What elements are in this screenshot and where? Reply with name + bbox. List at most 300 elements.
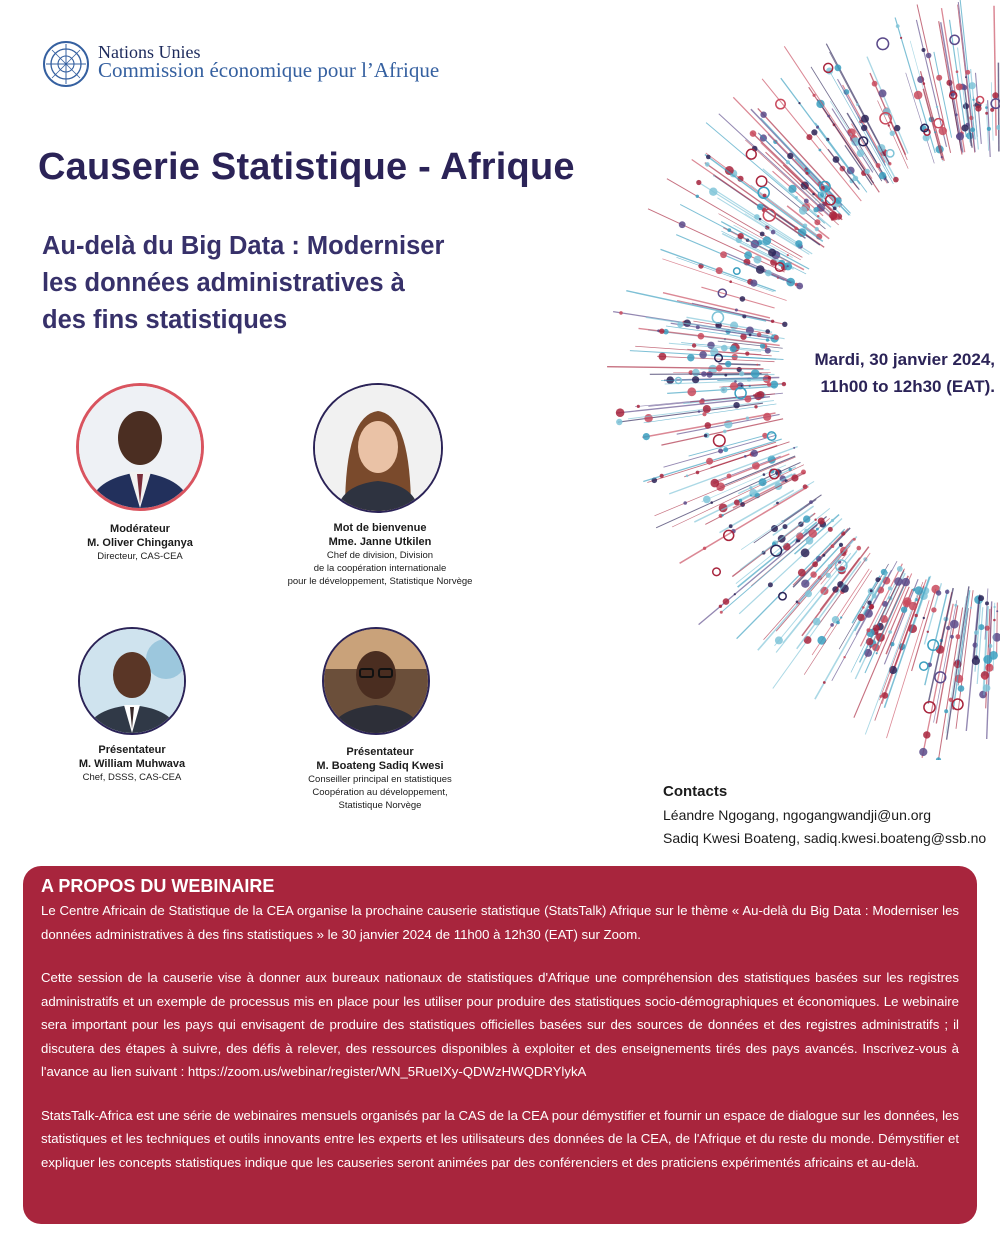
burst-ring [734,268,740,274]
burst-ring [877,38,889,50]
burst-dot [927,631,929,633]
burst-dot [993,619,996,622]
speaker-card-presenter-1 [32,743,232,784]
burst-dot [750,130,757,137]
burst-dot [616,419,622,425]
burst-dot [893,177,899,183]
burst-dot [897,566,903,572]
burst-dot [730,345,737,352]
burst-dot [936,757,941,760]
burst-dot [879,89,887,97]
burst-ray [692,160,804,237]
contact-line[interactable]: Léandre Ngogang, ngogangwandji@un.org [663,807,931,823]
burst-dot [739,371,744,376]
burst-dot [884,178,886,180]
burst-dot [729,280,732,283]
burst-dot [704,434,707,437]
event-time: 11h00 to 12h30 (EAT). [820,377,995,396]
burst-ring [887,150,894,157]
burst-dot [826,573,831,578]
burst-dot [734,500,740,506]
burst-dot [798,569,806,577]
burst-dot [865,169,870,174]
speaker-info: Conseiller principal en statistiques [308,774,452,785]
contact-line[interactable]: Sadiq Kwesi Boateng, sadiq.kwesi.boateng@ssb.no [663,830,987,846]
burst-dot [833,207,837,211]
burst-dot [799,206,807,214]
about-paragraph: Cette session de la causerie vise à donner aux bureaux nationaux de statistiques d'Afrique une compréhension des statistiques basées sur les registres administratifs et un exemple de processus mis en place pour les utiliser pour produire des statistiques socio-démographiques et économiques. Le webinaire sera important pour les pays qui envisagent de produire des statistiques officielles basées sur des sources de données et des registres administratifs ; il discutera des étapes à suivre, des défis à relever, des ressources disponibles à exploiter et des enseignements tirés des pays avancés. Inscrivez-vous à l'avance au lien suivant : https://zoom.us/webinar/register/WN_5RueIXy-QDWzHWQDRYlykA [41,970,959,1079]
burst-dot [888,630,892,634]
burst-dot [875,577,880,582]
subtitle-line: des fins statistiques [42,306,288,334]
burst-dot [763,473,766,476]
about-paragraph: StatsTalk-Africa est une série de webinaires mensuels organisés par la CAS de la CEA pour démystifier et fournir un espace de dialogue sur les données, les statistiques et les techniques et outils innovants entre les experts et les utilisateurs des données de la CEA, de l'Afrique et du reste du monde. Démystifier et expliquer les concepts statistiques indique que les causeries seront animées par des conférenciers et des praticiens expérimentés africains et au-delà. [41,1107,959,1170]
burst-dot [831,519,834,522]
page-title: Causerie Statistique - Afrique [38,146,575,188]
burst-dot [813,207,818,212]
burst-dot [798,102,800,104]
avatar-oliver-chinganya [76,383,204,511]
burst-dot [699,351,707,359]
burst-dot [835,64,842,71]
burst-dot [798,602,800,604]
burst-dot [961,124,968,131]
speaker-name: M. William Muhwava [78,758,186,770]
speaker-card-welcome [255,521,505,588]
burst-dot [972,99,974,101]
burst-dot [828,527,833,532]
speaker-info: de la coopération internationale [313,563,447,574]
burst-dot [754,256,762,264]
burst-ray [994,6,996,136]
burst-dot [816,126,819,129]
burst-dot [806,134,812,140]
burst-dot [830,623,834,627]
burst-dot [970,607,972,609]
burst-dot [974,655,979,660]
burst-dot [815,227,819,231]
burst-dot [643,433,650,440]
burst-dot [709,188,717,196]
speaker-name: M. Oliver Chinganya [87,537,193,549]
webinar-subtitle [42,228,522,339]
burst-dot [843,656,845,658]
burst-dot [757,204,764,211]
burst-ray [783,547,860,642]
burst-dot [754,392,762,400]
burst-dot [616,408,625,417]
burst-dot [687,387,696,396]
burst-dot [983,655,992,664]
burst-dot [870,589,873,592]
burst-dot [734,380,737,383]
burst-ray [758,108,841,199]
speaker-role: Mot de bienvenue [333,522,427,534]
burst-dot [659,353,667,361]
speaker-role: Modérateur [110,523,170,535]
burst-dot [720,251,727,258]
burst-dot [719,605,722,608]
burst-dot [760,232,765,237]
burst-dot [696,195,699,198]
contacts-heading: Contacts [663,783,728,800]
burst-dot [751,369,760,378]
burst-dot [966,70,971,75]
burst-dot [985,601,989,605]
avatar-william-muhwava [78,627,186,735]
burst-dot [723,430,727,434]
burst-dot [774,335,779,340]
burst-dot [857,149,865,157]
burst-ring [779,593,786,600]
burst-ray [671,323,774,338]
burst-dot [744,251,752,259]
burst-dot [791,474,798,481]
burst-dot [936,106,938,108]
burst-dot [698,410,701,413]
burst-ring [756,176,766,186]
burst-dot [738,233,744,239]
burst-dot [902,578,910,586]
burst-dot [759,218,762,221]
burst-ray [737,529,845,639]
burst-dot [866,638,873,645]
burst-dot [765,270,772,277]
burst-ray [938,608,963,761]
burst-dot [751,450,758,457]
burst-dot [696,471,700,475]
burst-dot [985,664,993,672]
about-webinar-panel [23,866,977,1224]
burst-dot [740,296,746,302]
burst-dot [644,414,652,422]
burst-dot [619,311,623,315]
burst-dot [803,515,810,522]
burst-dot [716,267,723,274]
burst-dot [741,385,743,387]
burst-dot [954,604,957,607]
burst-dot [729,524,733,528]
burst-dot [770,381,778,389]
burst-dot [781,520,783,522]
burst-dot [749,486,752,489]
burst-dot [692,369,700,377]
burst-dot [903,597,911,605]
burst-ray [776,546,850,632]
burst-dot [782,322,787,327]
burst-dot [727,228,731,232]
burst-dot [817,215,819,217]
burst-dot [856,103,859,106]
burst-dot [956,134,962,140]
burst-dot [836,621,840,625]
burst-dot [853,538,856,541]
burst-dot [867,628,871,632]
burst-dot [867,601,871,605]
burst-dot [796,283,803,290]
burst-dot [735,309,738,312]
burst-dot [901,607,907,613]
burst-dot [744,455,747,458]
burst-dot [926,53,932,59]
un-emblem-icon [42,40,90,88]
burst-dot [840,616,842,618]
burst-dot [754,405,757,408]
burst-dot [922,48,926,52]
burst-dot [923,82,926,85]
burst-dot [900,37,902,39]
burst-dot [996,610,998,612]
burst-dot [794,227,798,231]
burst-dot [783,524,788,529]
burst-dot [716,365,723,372]
burst-dot [876,652,878,654]
burst-ring [950,35,959,44]
burst-dot [720,386,727,393]
burst-dot [996,125,1000,130]
org-commission: Commission économique pour l’Afrique [98,58,440,82]
burst-dot [746,417,749,420]
burst-dot [915,586,924,595]
burst-ray [692,303,775,322]
burst-dot [692,343,696,347]
burst-dot [818,518,825,525]
burst-dot [914,91,923,100]
burst-dot [677,322,683,328]
burst-dot [810,571,816,577]
burst-dot [829,543,831,545]
speaker-info: pour le développement, Statistique Norvège [287,576,473,587]
burst-dot [660,474,664,478]
burst-dot [734,593,736,595]
burst-dot [771,230,776,235]
burst-dot [701,371,707,377]
burst-dot [686,475,689,478]
contacts-block [663,783,986,850]
speaker-card-presenter-2 [255,745,505,812]
burst-ring [920,662,928,670]
avatar-boateng-sadiq-kwesi [322,627,430,735]
burst-dot [894,125,900,131]
burst-dot [835,197,842,204]
avatar-janne-utkilen [313,383,443,513]
burst-dot [789,468,792,471]
burst-dot [692,376,699,383]
speaker-info: Statistique Norvège [338,800,422,811]
burst-dot [890,131,895,136]
burst-dot [857,546,862,551]
burst-dot [923,731,930,738]
speaker-card-moderator [40,522,240,563]
burst-dot [679,221,686,228]
burst-ray [867,57,908,154]
burst-dot [839,543,843,547]
burst-dot [896,24,900,28]
burst-ring [713,568,721,576]
burst-dot [706,155,711,160]
burst-dot [861,115,869,123]
burst-dot [809,529,817,537]
burst-dot [945,590,949,594]
burst-dot [833,156,840,163]
burst-ray [829,70,894,184]
burst-dot [992,92,998,98]
burst-dot [853,176,858,181]
burst-dot [950,620,959,629]
burst-dot [659,329,664,334]
burst-dot [783,543,791,551]
about-heading: A PROPOS DU WEBINAIRE [41,876,275,896]
burst-dot [958,685,965,692]
burst-dot [823,681,826,684]
burst-ray [721,473,795,510]
burst-dot [786,160,790,164]
burst-ray [719,114,833,219]
burst-dot [872,81,878,87]
burst-dot [750,495,752,497]
burst-ring [763,209,775,221]
burst-dot [955,675,963,683]
burst-dot [705,422,712,429]
burst-dot [767,382,772,387]
burst-dot [766,338,769,341]
event-date: Mardi, 30 janvier 2024, [814,350,995,369]
speaker-role: Présentateur [346,746,414,758]
speaker-name: M. Boateng Sadiq Kwesi [316,760,444,772]
burst-dot [762,236,771,245]
burst-dot [771,320,774,323]
burst-dot [703,405,711,413]
burst-dot [733,402,739,408]
burst-dot [710,501,713,504]
burst-dot [950,635,954,639]
burst-dot [923,617,925,619]
burst-dot [696,325,700,329]
burst-dot [994,606,996,608]
burst-ring [746,149,756,159]
burst-dot [793,447,795,449]
burst-dot [888,586,892,590]
event-datetime [780,346,995,400]
burst-dot [888,124,890,126]
burst-dot [804,529,808,533]
burst-dot [787,153,793,159]
burst-dot [857,614,864,621]
burst-dot [703,547,706,550]
speaker-info: Coopération au développement, [312,787,448,798]
burst-dot [804,199,809,204]
burst-dot [687,354,694,361]
burst-dot [696,180,701,185]
burst-dot [975,105,981,111]
burst-dot [749,334,752,337]
burst-dot [946,626,950,630]
burst-dot [936,590,941,595]
burst-dot [705,162,710,167]
burst-dot [768,376,771,379]
burst-dot [683,501,687,505]
burst-dot [915,614,918,617]
burst-ray [719,364,761,365]
speaker-name: Mme. Janne Utkilen [328,536,432,548]
speaker-info: Directeur, CAS-CEA [97,551,183,562]
burst-dot [819,149,822,152]
burst-ring [934,119,943,128]
burst-dot [703,496,711,504]
burst-dot [801,548,810,557]
burst-dot [811,129,817,135]
burst-dot [756,265,765,274]
burst-dot [725,361,731,367]
burst-dot [768,582,773,587]
org-name: Nations Unies [98,42,201,62]
burst-dot [956,83,963,90]
burst-dot [750,280,757,287]
burst-dot [801,580,809,588]
burst-dot [721,345,728,352]
burst-dot [919,748,927,756]
burst-dot [956,70,959,73]
burst-dot [707,342,714,349]
about-paragraph: Le Centre Africain de Statistique de la CEA organise la prochaine causerie statistique (StatsTalk) Afrique sur le thème « Au-delà du Big Data : Moderniser les données administratives à des fins statistiques » le 30 janvier 2024 de 11h00 à 12h30 (EAT) sur Zoom. [41,903,959,942]
burst-dot [944,709,948,713]
burst-dot [813,618,821,626]
burst-dot [814,219,820,225]
burst-dot [722,514,724,516]
burst-dot [821,199,824,202]
burst-dot [745,352,749,356]
burst-dot [806,172,809,175]
burst-dot [978,595,984,601]
burst-dot [723,447,728,452]
burst-ring [714,435,726,447]
burst-dot [817,636,826,645]
burst-dot [795,196,798,199]
burst-dot [706,458,713,465]
burst-dot [873,625,879,631]
burst-dot [795,240,802,247]
subtitle-line: Au-delà du Big Data : Moderniser [42,232,445,260]
burst-ring [712,312,723,323]
burst-dot [720,611,723,614]
subtitle-line: les données administratives à [42,269,405,297]
burst-ring [924,702,935,713]
burst-dot [787,265,789,267]
burst-dot [759,478,767,486]
burst-dot [983,676,987,680]
burst-ray [663,293,770,318]
burst-dot [936,75,942,81]
burst-dot [861,125,867,131]
burst-dot [787,254,789,256]
burst-dot [775,636,783,644]
speaker-info: Chef de division, Division [326,550,434,561]
burst-dot [756,364,758,366]
burst-dot [809,500,813,504]
burst-dot [702,412,706,416]
burst-dot [637,405,640,408]
burst-dot [723,598,730,605]
burst-dot [760,112,766,118]
speaker-info: Chef, DSSS, CAS-CEA [82,772,182,783]
speaker-role: Présentateur [98,744,166,756]
burst-dot [831,218,834,221]
burst-dot [711,479,720,488]
burst-dot [987,127,991,131]
burst-dot [931,607,936,612]
burst-dot [768,249,776,257]
burst-dot [814,519,816,521]
